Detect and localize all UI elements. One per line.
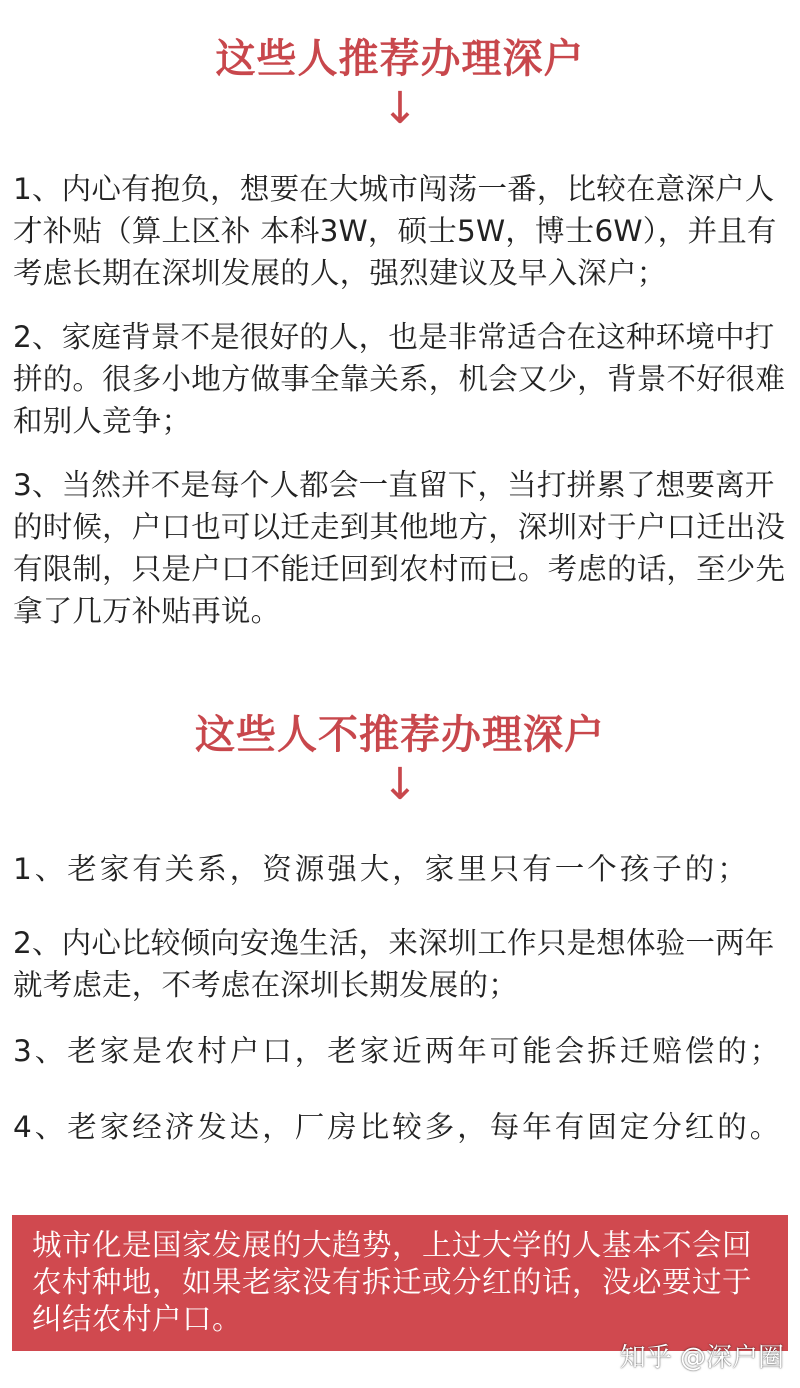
down-arrow-icon: ↓ <box>381 759 419 810</box>
zhihu-watermark: 知乎 @深户圈 <box>619 1343 784 1373</box>
section-title-recommend: 这些人推荐办理深户 <box>215 36 585 82</box>
recommend-item-1: 1、内心有抱负，想要在大城市闯荡一番，比较在意深户人才补贴（算上区补 本科3W，硕士5W，博士6W），并且有考虑长期在深圳发展的人，强烈建议及早入深户； <box>13 172 777 290</box>
summary-note-box <box>12 1215 788 1351</box>
not-recommend-item-3: 3、老家是农村户口，老家近两年可能会拆迁赔偿的； <box>13 1034 783 1068</box>
recommend-item-3: 3、当然并不是每个人都会一直留下，当打拼累了想要离开的时候，户口也可以迁走到其他地方，深圳对于户口迁出没有限制，只是户口不能迁回到农村而已。考虑的话，至少先拿了几万补贴再说。 <box>13 468 786 628</box>
down-arrow-icon: ↓ <box>381 83 419 134</box>
summary-note-text: 城市化是国家发展的大趋势，上过大学的人基本不会回农村种地，如果老家没有拆迁或分红的话，没必要过于纠结农村户口。 <box>32 1228 753 1336</box>
not-recommend-item-2: 2、内心比较倾向安逸生活，来深圳工作只是想体验一两年就考虑走，不考虑在深圳长期发展的； <box>13 926 775 1002</box>
not-recommend-item-1: 1、老家有关系，资源强大，家里只有一个孩子的； <box>13 852 750 886</box>
section-title-not-recommend: 这些人不推荐办理深户 <box>195 712 605 758</box>
recommend-item-2: 2、家庭背景不是很好的人，也是非常适合在这种环境中打拼的。很多小地方做事全靠关系，机会又少，背景不好很难和别人竞争； <box>13 320 786 438</box>
not-recommend-item-4: 4、老家经济发达，厂房比较多，每年有固定分红的。 <box>13 1110 783 1144</box>
